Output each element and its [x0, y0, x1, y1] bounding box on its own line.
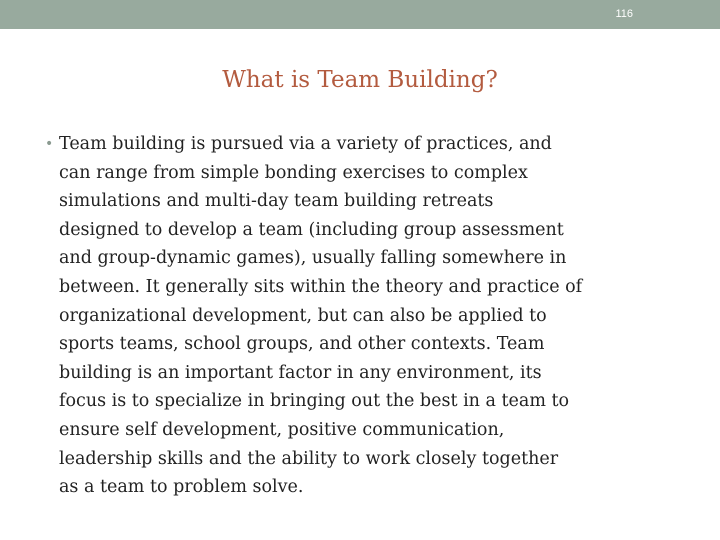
text-line: ensure self development, positive communication, — [59, 419, 505, 440]
top-bar — [0, 0, 720, 29]
bullet-paragraph — [59, 130, 699, 502]
text-line: simulations and multi-day team building retreats — [59, 191, 494, 212]
text-line: as a team to problem solve. — [59, 477, 304, 498]
text-line: can range from simple bonding exercises to complex — [59, 162, 528, 183]
text-line: and group-dynamic games), usually falling somewhere in — [59, 248, 567, 269]
text-line: building is an important factor in any environment, its — [59, 362, 542, 383]
text-line: between. It generally sits within the theory and practice of — [59, 276, 583, 297]
text-line: organizational development, but can also be applied to — [59, 305, 547, 326]
text-line: focus is to specialize in bringing out the best in a team to — [59, 391, 570, 412]
text-line: sports teams, school groups, and other contexts. Team — [59, 334, 545, 355]
text-line: leadership skills and the ability to work closely together — [59, 448, 559, 469]
text-line: designed to develop a team (including group assessment — [59, 219, 564, 240]
bullet-marker: • — [45, 136, 54, 152]
text-line: Team building is pursued via a variety of practices, and — [59, 134, 552, 154]
page-number: 116 — [615, 8, 633, 20]
slide-title: What is Team Building? — [222, 67, 498, 93]
